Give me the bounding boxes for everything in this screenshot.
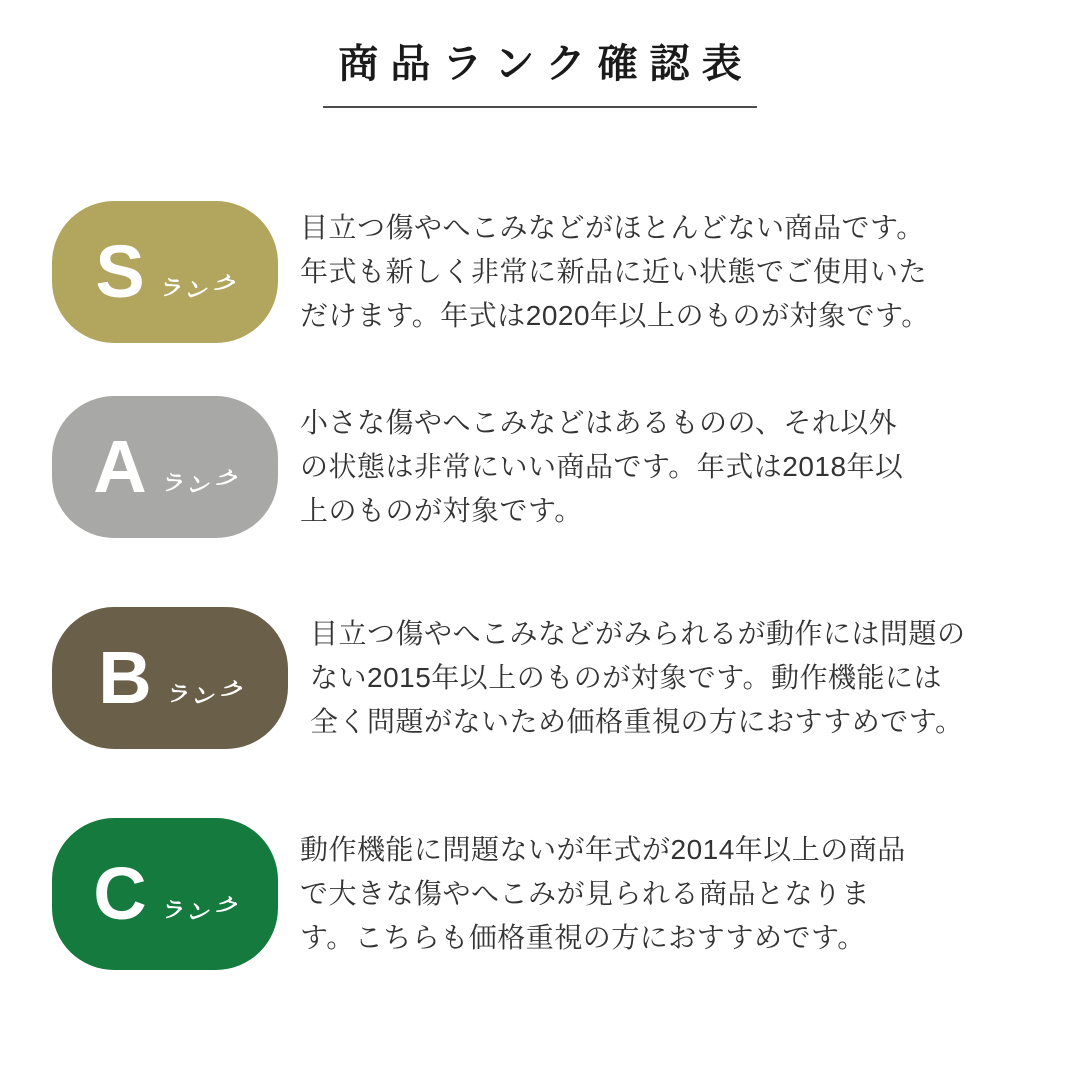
badge-inner <box>93 424 243 508</box>
rank-badge-a <box>52 396 278 538</box>
title-underline <box>323 106 757 108</box>
rank-letter: B <box>98 635 152 719</box>
rank-suffix-char: ン <box>188 681 219 713</box>
rank-letter: S <box>95 229 145 313</box>
rank-suffix-char: ラ <box>159 468 188 499</box>
rank-suffix-char: ン <box>181 275 212 307</box>
page-title: 商品ランク確認表 <box>338 42 754 86</box>
rank-badge-s <box>52 201 278 343</box>
rank-description-s: 目立つ傷やへこみなどがほとんどない商品です。 年式も新しく非常に新品に近い状態でご使用いた だけます。年式は2020年以上のものが対象です。 <box>300 212 930 331</box>
rank-description-a: 小さな傷やへこみなどはあるものの、それ以外 の状態は非常にいい商品です。年式は2018年以 上のものが対象です。 <box>300 407 904 526</box>
rank-suffix <box>164 674 248 713</box>
rank-suffix-char: ク <box>216 674 248 708</box>
rank-letter: C <box>93 851 147 935</box>
rank-row-b <box>52 607 970 749</box>
rank-suffix-char: ク <box>211 890 243 924</box>
rank-description-b: 目立つ傷やへこみなどがみられるが動作には問題の ない2015年以上のものが対象です。動作機能には 全く問題がないため価格重視の方におすすめです。 <box>310 618 966 737</box>
rank-row-c <box>52 818 960 970</box>
rank-letter: A <box>93 424 147 508</box>
rank-suffix <box>157 268 241 307</box>
rank-suffix-char: ン <box>183 470 214 502</box>
rank-suffix-char: ラ <box>164 679 193 710</box>
rank-suffix <box>159 890 243 929</box>
rank-suffix-char: ラ <box>157 273 186 304</box>
rank-suffix-char: ン <box>183 897 214 929</box>
rank-description-c: 動作機能に問題ないが年式が2014年以上の商品 で大きな傷やへこみが見られる商品となりま す。こちらも価格重視の方におすすめです。 <box>300 834 906 953</box>
rank-row-a <box>52 396 960 538</box>
rank-suffix-char: ラ <box>159 895 188 926</box>
badge-inner <box>98 635 248 719</box>
rank-suffix-char: ク <box>211 463 243 497</box>
badge-inner <box>93 851 243 935</box>
rank-suffix <box>159 463 243 502</box>
rank-suffix-char: ク <box>209 268 241 302</box>
rank-row-s <box>52 201 960 343</box>
badge-inner <box>95 229 241 313</box>
rank-badge-b <box>52 607 288 749</box>
rank-badge-c <box>52 818 278 970</box>
